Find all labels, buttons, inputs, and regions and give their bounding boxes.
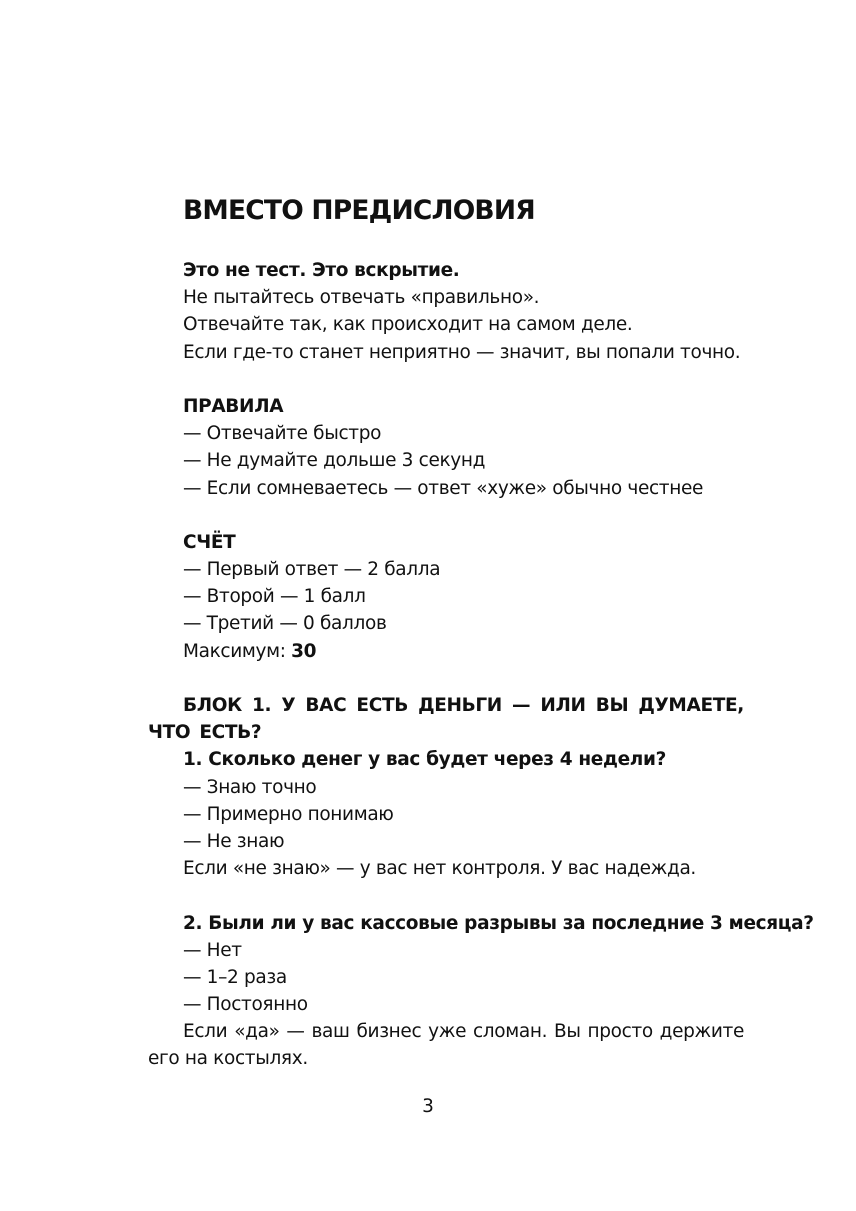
score-max bbox=[148, 638, 744, 665]
block-heading: БЛОК 1. У ВАС ЕСТЬ ДЕНЬГИ — ИЛИ ВЫ ДУМАЕТЕ, ЧТО ЕСТЬ? bbox=[148, 695, 744, 744]
rules-heading: ПРАВИЛА bbox=[183, 395, 284, 417]
score-item: — Первый ответ — 2 балла bbox=[183, 559, 441, 581]
score-max-label: Максимум: bbox=[183, 640, 292, 662]
question-comment: Если «не знаю» — у вас нет контроля. У вас надежда. bbox=[183, 858, 696, 880]
question-option: — Знаю точно bbox=[183, 776, 317, 798]
score-heading: СЧЁТ bbox=[183, 531, 236, 553]
question-title: 2. Были ли у вас кассовые разрывы за последние 3 месяца? bbox=[183, 912, 814, 934]
question-title: 1. Сколько денег у вас будет через 4 недели? bbox=[183, 749, 666, 771]
rules-item: — Не думайте дольше 3 секунд bbox=[183, 450, 486, 472]
page-number: 3 bbox=[422, 1096, 434, 1117]
score-item: — Третий — 0 баллов bbox=[183, 613, 387, 635]
question-option: — Примерно понимаю bbox=[183, 803, 394, 825]
question-option: — Постоянно bbox=[183, 994, 308, 1016]
score-max-value: 30 bbox=[291, 640, 317, 662]
intro-lead: Это не тест. Это вскрытие. bbox=[183, 260, 460, 281]
question-option: — Нет bbox=[183, 939, 242, 961]
text-column bbox=[148, 193, 814, 1073]
question-option: — 1–2 раза bbox=[183, 966, 287, 988]
page-title: ВМЕСТО ПРЕДИСЛОВИЯ bbox=[183, 195, 535, 226]
question-option: — Не знаю bbox=[183, 830, 285, 852]
intro-line: Отвечайте так, как происходит на самом деле. bbox=[183, 314, 633, 336]
score-item: — Второй — 1 балл bbox=[183, 586, 366, 608]
rules-item: — Если сомневаетесь — ответ «хуже» обычно честнее bbox=[183, 477, 704, 499]
question-comment: Если «да» — ваш бизнес уже сломан. Вы просто держите его на костылях. bbox=[148, 1021, 744, 1070]
rules-item: — Отвечайте быстро bbox=[183, 423, 382, 445]
intro-line: Не пытайтесь отвечать «правильно». bbox=[183, 287, 540, 309]
intro-line: Если где-то станет неприятно — значит, вы попали точно. bbox=[183, 341, 741, 363]
